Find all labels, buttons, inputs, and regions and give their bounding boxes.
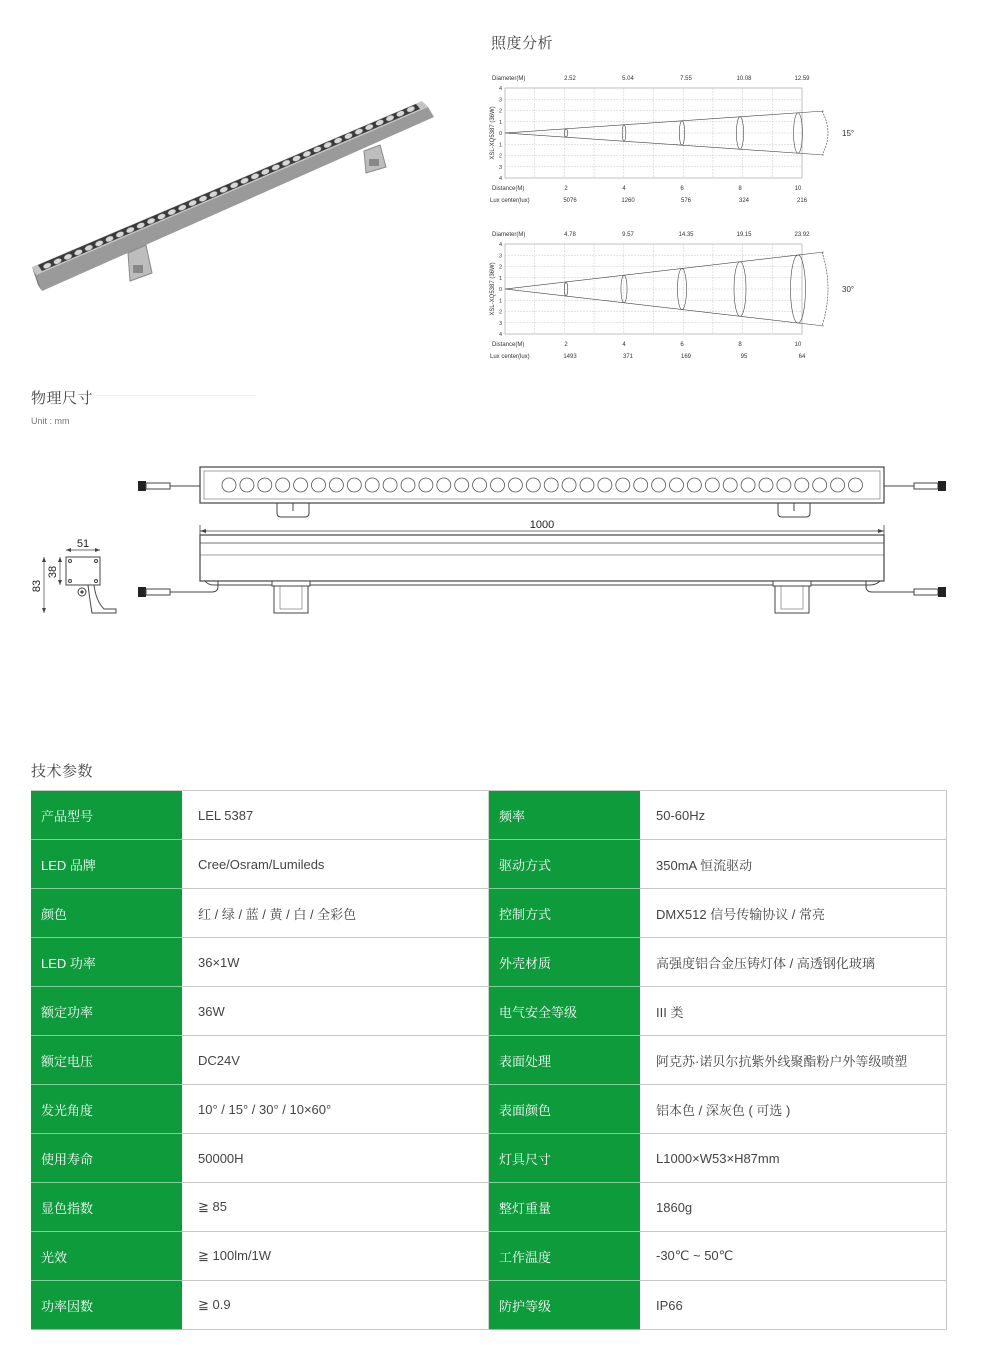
spec-value: 50-60Hz (640, 791, 947, 840)
diameter-value: 12.59 (794, 76, 810, 82)
led-circle (526, 478, 540, 492)
y-tick: 4 (498, 332, 502, 338)
led-circle (759, 478, 773, 492)
specs-title: 技术参数 (31, 763, 94, 780)
spec-value: III 类 (640, 987, 947, 1036)
distance-value: 8 (738, 186, 742, 192)
distance-value: 2 (564, 342, 568, 348)
led-circle (222, 478, 236, 492)
led-circle (670, 478, 684, 492)
led-circle (723, 478, 737, 492)
spec-row (31, 938, 947, 987)
spec-label: 表面颜色 (489, 1085, 641, 1134)
led-circle (813, 478, 827, 492)
spec-value: 1860g (640, 1183, 947, 1232)
illuminance-chart-15 (486, 70, 876, 210)
diameter-label: Diameter(M) (492, 76, 526, 82)
length-label: 1000 (529, 519, 555, 531)
spec-row (31, 1085, 947, 1134)
y-tick: 1 (498, 275, 502, 282)
spec-label: 功率因数 (31, 1281, 182, 1330)
distance-value: 4 (622, 342, 626, 348)
beam-angle-label: 30° (842, 285, 855, 294)
distance-value: 2 (564, 186, 568, 192)
spec-table (31, 790, 947, 1330)
inner-height-label: 38 (47, 565, 59, 579)
y-tick: 1 (498, 142, 502, 149)
distance-label: Distance(M) (492, 186, 525, 192)
spec-label: 产品型号 (31, 791, 182, 840)
diameter-value: 9.57 (622, 232, 634, 238)
spec-label: 驱动方式 (489, 840, 641, 889)
led-circle (705, 478, 719, 492)
spec-label: 额定功率 (31, 987, 182, 1036)
led-circle (849, 478, 863, 492)
y-tick: 3 (498, 253, 502, 260)
distance-value: 4 (622, 186, 626, 192)
led-circle (347, 478, 361, 492)
led-circle (276, 478, 290, 492)
y-tick: 0 (498, 287, 502, 293)
led-circle (634, 478, 648, 492)
distance-value: 10 (794, 342, 802, 348)
side-view (138, 535, 946, 613)
spec-label: 表面处理 (489, 1036, 641, 1085)
diameter-value: 19.15 (736, 232, 752, 238)
lux-value: 324 (738, 198, 750, 204)
spec-row (31, 1281, 947, 1330)
dimensions-title: 物理尺寸 (31, 390, 94, 407)
y-tick: 0 (498, 131, 502, 137)
spec-value: DMX512 信号传输协议 / 常亮 (640, 889, 947, 938)
y-tick: 3 (498, 320, 502, 327)
distance-value: 10 (794, 186, 802, 192)
spec-value: 350mA 恒流驱动 (640, 840, 947, 889)
spec-value: 阿克苏·诺贝尔抗紫外线聚酯粉户外等级喷塑 (640, 1036, 947, 1085)
spec-label: 使用寿命 (31, 1134, 182, 1183)
lux-value: 576 (680, 198, 692, 204)
spec-label: LED 功率 (31, 938, 182, 987)
spec-label: 频率 (489, 791, 641, 840)
spec-label: 发光角度 (31, 1085, 182, 1134)
spec-row (31, 889, 947, 938)
diameter-value: 7.55 (680, 76, 692, 82)
lux-value: 216 (796, 198, 808, 204)
led-circle (652, 478, 666, 492)
led-circle (365, 478, 379, 492)
y-tick: 2 (498, 264, 502, 271)
led-circle (491, 478, 505, 492)
y-tick: 1 (498, 298, 502, 305)
spec-label: 颜色 (31, 889, 182, 938)
led-circle (258, 478, 272, 492)
lux-value: 64 (798, 354, 806, 360)
spec-value: IP66 (640, 1281, 947, 1330)
spec-row (31, 1183, 947, 1232)
diameter-value: 14.35 (678, 232, 694, 238)
distance-value: 6 (680, 186, 684, 192)
led-circle (437, 478, 451, 492)
spec-value: ≧ 0.9 (182, 1281, 489, 1330)
spec-label: 光效 (31, 1232, 182, 1281)
spec-label: 工作温度 (489, 1232, 641, 1281)
spec-value: 10° / 15° / 30° / 10×60° (182, 1085, 489, 1134)
diameter-value: 10.08 (736, 76, 752, 82)
led-circle (240, 478, 254, 492)
spec-label: 电气安全等级 (489, 987, 641, 1036)
illuminance-title: 照度分析 (491, 35, 554, 52)
spec-row (31, 840, 947, 889)
diameter-value: 4.78 (564, 232, 576, 238)
spec-value: L1000×W53×H87mm (640, 1134, 947, 1183)
led-circle (562, 478, 576, 492)
spec-label: 灯具尺寸 (489, 1134, 641, 1183)
led-circle (383, 478, 397, 492)
y-tick: 2 (498, 153, 502, 160)
diameter-label: Diameter(M) (492, 232, 526, 238)
y-tick: 1 (498, 119, 502, 126)
spec-value: LEL 5387 (182, 791, 489, 840)
spec-value: 36W (182, 987, 489, 1036)
led-circle (508, 478, 522, 492)
lux-value: 371 (622, 354, 634, 360)
diameter-value: 23.92 (794, 232, 810, 238)
dimension-drawing (0, 455, 1000, 635)
y-tick: 2 (498, 309, 502, 316)
spec-label: 防护等级 (489, 1281, 641, 1330)
led-circle (455, 478, 469, 492)
spec-value: DC24V (182, 1036, 489, 1085)
distance-value: 8 (738, 342, 742, 348)
led-circle (544, 478, 558, 492)
illuminance-chart-30 (486, 226, 876, 366)
distance-label: Distance(M) (492, 342, 525, 348)
y-tick: 3 (498, 164, 502, 171)
spec-label: 显色指数 (31, 1183, 182, 1232)
spec-value: -30℃ ~ 50℃ (640, 1232, 947, 1281)
y-tick: 4 (498, 176, 502, 182)
led-circle (419, 478, 433, 492)
end-view (31, 538, 116, 613)
top-view (138, 467, 946, 517)
led-circle (312, 478, 326, 492)
spec-label: 外壳材质 (489, 938, 641, 987)
lux-value: 95 (740, 354, 748, 360)
spec-value: 50000H (182, 1134, 489, 1183)
spec-label: 控制方式 (489, 889, 641, 938)
y-tick: 3 (498, 97, 502, 104)
y-tick: 4 (498, 86, 502, 92)
spec-value: 红 / 绿 / 蓝 / 黄 / 白 / 全彩色 (182, 889, 489, 938)
y-tick: 2 (498, 108, 502, 115)
spec-row (31, 791, 947, 840)
led-circle (473, 478, 487, 492)
led-circle (616, 478, 630, 492)
led-circle (795, 478, 809, 492)
led-circle (580, 478, 594, 492)
diameter-value: 2.52 (564, 76, 576, 82)
led-circle (329, 478, 343, 492)
lux-label: Lux center(lux) (490, 198, 530, 204)
spec-row (31, 987, 947, 1036)
y-axis-label: XSL-XQ5387 (36W) (490, 106, 496, 160)
beam-angle-label: 15° (842, 129, 855, 138)
lux-value: 1493 (563, 354, 577, 360)
led-circle (294, 478, 308, 492)
led-circle (598, 478, 612, 492)
led-circle (831, 478, 845, 492)
lux-label: Lux center(lux) (490, 354, 530, 360)
led-circle (777, 478, 791, 492)
spec-value: Cree/Osram/Lumileds (182, 840, 489, 889)
spec-value: 铝本色 / 深灰色 ( 可选 ) (640, 1085, 947, 1134)
spec-row (31, 1036, 947, 1085)
spec-label: 额定电压 (31, 1036, 182, 1085)
spec-row (31, 1232, 947, 1281)
width-label: 51 (76, 538, 90, 550)
y-tick: 4 (498, 242, 502, 248)
spec-value: ≧ 85 (182, 1183, 489, 1232)
product-photo (30, 95, 440, 305)
lux-value: 5076 (563, 198, 577, 204)
total-height-label: 83 (31, 579, 43, 593)
led-circle (687, 478, 701, 492)
bracket-right (364, 145, 386, 173)
lux-value: 169 (680, 354, 692, 360)
spec-label: LED 品牌 (31, 840, 182, 889)
unit-note: Unit : mm (31, 416, 70, 426)
spec-row (31, 1134, 947, 1183)
spec-value: 36×1W (182, 938, 489, 987)
y-axis-label: XSL-XQ5387 (36W) (490, 262, 496, 316)
title-divider (96, 395, 256, 396)
lux-value: 1260 (621, 198, 635, 204)
distance-value: 6 (680, 342, 684, 348)
diameter-value: 5.04 (622, 76, 634, 82)
spec-value: 高强度铝合金压铸灯体 / 高透钢化玻璃 (640, 938, 947, 987)
spec-value: ≧ 100lm/1W (182, 1232, 489, 1281)
led-circle (401, 478, 415, 492)
length-dimension (200, 519, 884, 537)
led-circle (741, 478, 755, 492)
spec-label: 整灯重量 (489, 1183, 641, 1232)
